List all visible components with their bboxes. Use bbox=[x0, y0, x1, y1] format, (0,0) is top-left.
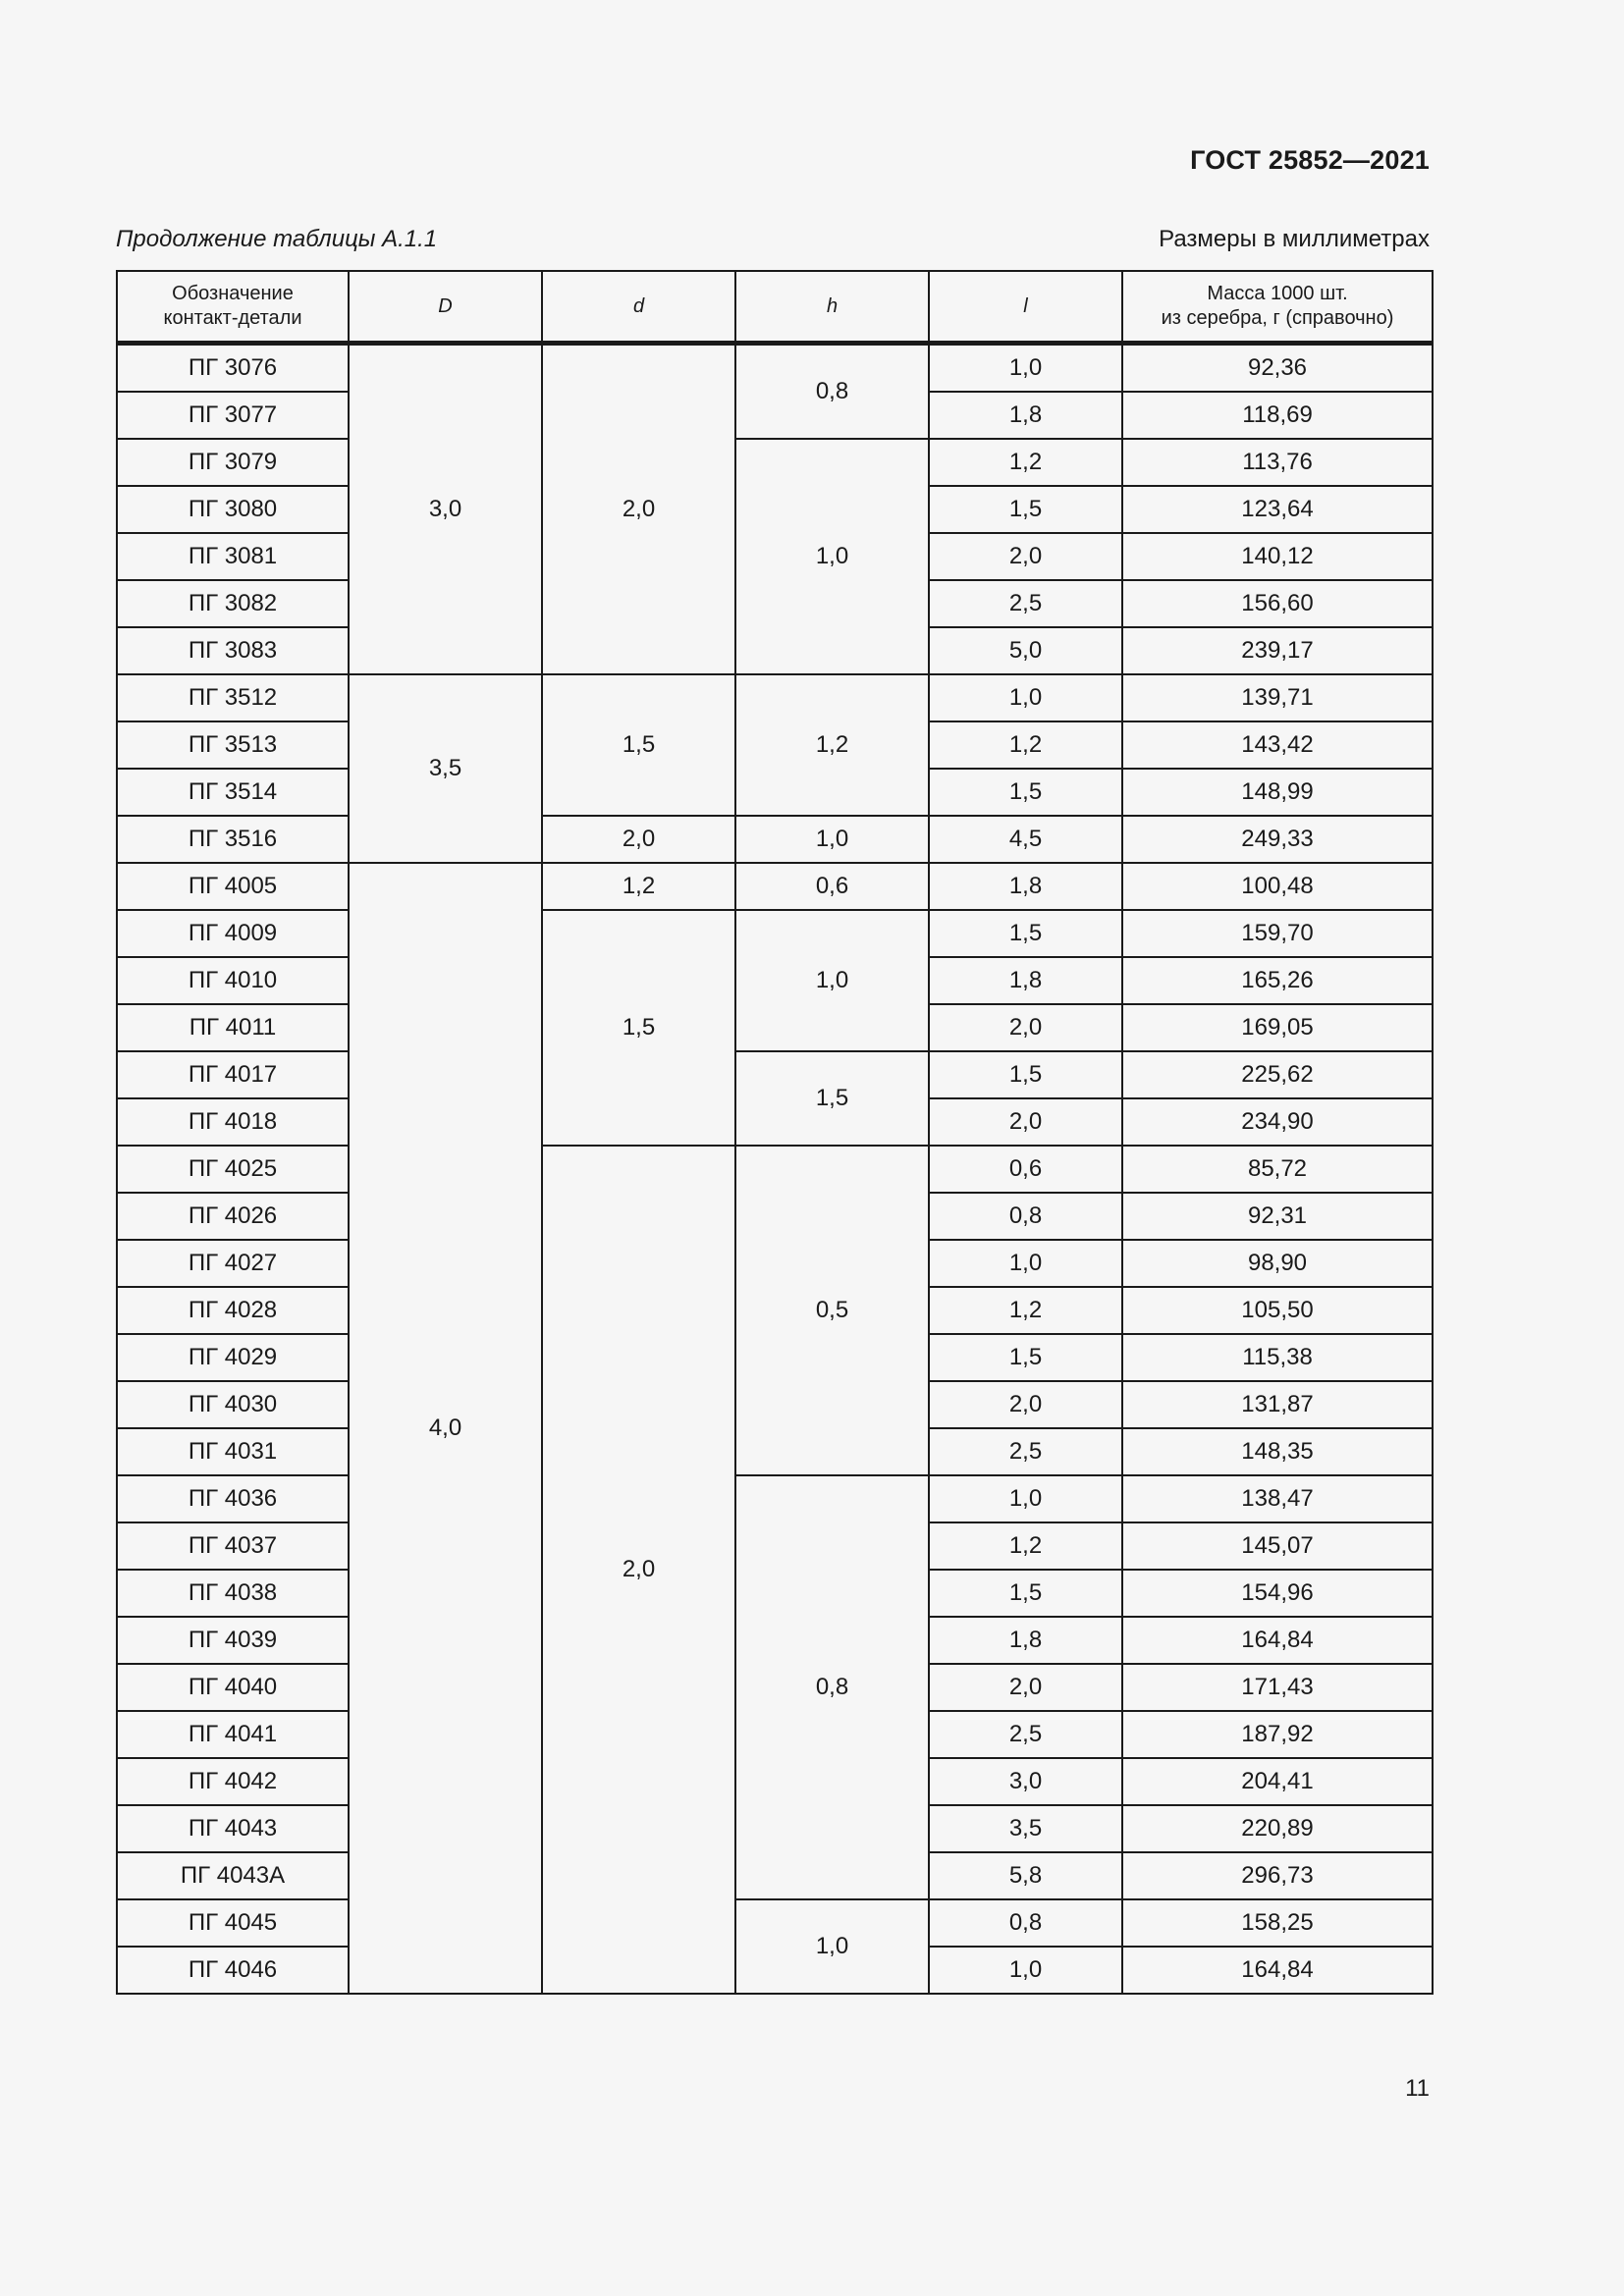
mass-cell: 169,05 bbox=[1122, 1004, 1433, 1051]
l-cell: 1,8 bbox=[929, 392, 1122, 439]
designation-cell: ПГ 4027 bbox=[117, 1240, 349, 1287]
designation-header-line2: контакт-детали bbox=[163, 307, 302, 329]
d-header: d bbox=[542, 271, 735, 344]
l-cell: 3,0 bbox=[929, 1758, 1122, 1805]
l-cell: 5,8 bbox=[929, 1852, 1122, 1899]
l-cell: 1,2 bbox=[929, 1287, 1122, 1334]
designation-cell: ПГ 4017 bbox=[117, 1051, 349, 1098]
designation-cell: ПГ 4041 bbox=[117, 1711, 349, 1758]
mass-cell: 148,99 bbox=[1122, 769, 1433, 816]
mass-header-line2: из серебра, г (справочно) bbox=[1161, 307, 1394, 329]
designation-header-line1: Обозначение bbox=[172, 283, 294, 304]
mass-cell: 131,87 bbox=[1122, 1381, 1433, 1428]
designation-cell: ПГ 4011 bbox=[117, 1004, 349, 1051]
l-cell: 1,5 bbox=[929, 1334, 1122, 1381]
designation-cell: ПГ 4037 bbox=[117, 1522, 349, 1570]
table-row bbox=[117, 1051, 1433, 1098]
mass-cell: 140,12 bbox=[1122, 533, 1433, 580]
designation-cell: ПГ 3512 bbox=[117, 674, 349, 721]
l-cell: 1,5 bbox=[929, 769, 1122, 816]
h-cell: 0,6 bbox=[735, 863, 929, 910]
mass-cell: 164,84 bbox=[1122, 1617, 1433, 1664]
l-cell: 1,8 bbox=[929, 957, 1122, 1004]
h-cell: 0,8 bbox=[735, 1475, 929, 1899]
h-cell: 1,2 bbox=[735, 674, 929, 816]
l-cell: 1,0 bbox=[929, 344, 1122, 393]
h-header: h bbox=[735, 271, 929, 344]
l-cell: 1,5 bbox=[929, 910, 1122, 957]
l-cell: 1,0 bbox=[929, 1240, 1122, 1287]
designation-cell: ПГ 3076 bbox=[117, 344, 349, 393]
d-cell: 2,0 bbox=[542, 344, 735, 675]
units-caption: Размеры в миллиметрах bbox=[1159, 226, 1430, 252]
l-cell: 5,0 bbox=[929, 627, 1122, 674]
designation-cell: ПГ 4046 bbox=[117, 1947, 349, 1994]
mass-cell: 239,17 bbox=[1122, 627, 1433, 674]
l-cell: 1,5 bbox=[929, 1051, 1122, 1098]
l-cell: 1,2 bbox=[929, 439, 1122, 486]
designation-cell: ПГ 3514 bbox=[117, 769, 349, 816]
d-cell: 2,0 bbox=[542, 1146, 735, 1994]
designation-cell: ПГ 4043 bbox=[117, 1805, 349, 1852]
designation-cell: ПГ 3077 bbox=[117, 392, 349, 439]
designation-cell: ПГ 3516 bbox=[117, 816, 349, 863]
h-cell: 1,0 bbox=[735, 816, 929, 863]
table-row bbox=[117, 863, 1433, 910]
table-row bbox=[117, 674, 1433, 721]
mass-cell: 139,71 bbox=[1122, 674, 1433, 721]
mass-cell: 204,41 bbox=[1122, 1758, 1433, 1805]
contact-parts-table bbox=[116, 270, 1434, 1995]
h-cell: 1,0 bbox=[735, 910, 929, 1051]
designation-cell: ПГ 4026 bbox=[117, 1193, 349, 1240]
designation-cell: ПГ 4039 bbox=[117, 1617, 349, 1664]
mass-cell: 171,43 bbox=[1122, 1664, 1433, 1711]
designation-cell: ПГ 3082 bbox=[117, 580, 349, 627]
mass-header bbox=[1122, 271, 1433, 344]
l-cell: 2,0 bbox=[929, 1381, 1122, 1428]
table-row bbox=[117, 816, 1433, 863]
designation-cell: ПГ 3080 bbox=[117, 486, 349, 533]
designation-cell: ПГ 4025 bbox=[117, 1146, 349, 1193]
mass-cell: 234,90 bbox=[1122, 1098, 1433, 1146]
mass-cell: 154,96 bbox=[1122, 1570, 1433, 1617]
d-cell: 2,0 bbox=[542, 816, 735, 863]
D-cell: 4,0 bbox=[349, 863, 542, 1994]
mass-cell: 249,33 bbox=[1122, 816, 1433, 863]
mass-cell: 158,25 bbox=[1122, 1899, 1433, 1947]
mass-cell: 85,72 bbox=[1122, 1146, 1433, 1193]
l-cell: 1,8 bbox=[929, 1617, 1122, 1664]
designation-cell: ПГ 4029 bbox=[117, 1334, 349, 1381]
l-cell: 2,5 bbox=[929, 580, 1122, 627]
designation-cell: ПГ 3083 bbox=[117, 627, 349, 674]
D-cell: 3,5 bbox=[349, 674, 542, 863]
mass-cell: 92,36 bbox=[1122, 344, 1433, 393]
designation-cell: ПГ 3079 bbox=[117, 439, 349, 486]
l-cell: 1,5 bbox=[929, 486, 1122, 533]
designation-cell: ПГ 4030 bbox=[117, 1381, 349, 1428]
h-cell: 1,0 bbox=[735, 439, 929, 674]
designation-cell: ПГ 4009 bbox=[117, 910, 349, 957]
designation-cell: ПГ 3081 bbox=[117, 533, 349, 580]
page-number: 11 bbox=[1405, 2075, 1430, 2102]
mass-cell: 115,38 bbox=[1122, 1334, 1433, 1381]
l-cell: 1,2 bbox=[929, 1522, 1122, 1570]
designation-cell: ПГ 4031 bbox=[117, 1428, 349, 1475]
d-cell: 1,5 bbox=[542, 674, 735, 816]
h-cell: 0,8 bbox=[735, 344, 929, 440]
h-cell: 0,5 bbox=[735, 1146, 929, 1475]
mass-cell: 164,84 bbox=[1122, 1947, 1433, 1994]
designation-cell: ПГ 4005 bbox=[117, 863, 349, 910]
mass-cell: 225,62 bbox=[1122, 1051, 1433, 1098]
l-cell: 1,0 bbox=[929, 1947, 1122, 1994]
l-cell: 0,8 bbox=[929, 1899, 1122, 1947]
mass-cell: 105,50 bbox=[1122, 1287, 1433, 1334]
table-row bbox=[117, 910, 1433, 957]
l-cell: 0,8 bbox=[929, 1193, 1122, 1240]
designation-cell: ПГ 4042 bbox=[117, 1758, 349, 1805]
mass-cell: 165,26 bbox=[1122, 957, 1433, 1004]
mass-cell: 143,42 bbox=[1122, 721, 1433, 769]
l-cell: 0,6 bbox=[929, 1146, 1122, 1193]
mass-cell: 138,47 bbox=[1122, 1475, 1433, 1522]
l-cell: 2,5 bbox=[929, 1428, 1122, 1475]
d-cell: 1,2 bbox=[542, 863, 735, 910]
mass-cell: 296,73 bbox=[1122, 1852, 1433, 1899]
designation-cell: ПГ 4036 bbox=[117, 1475, 349, 1522]
mass-cell: 145,07 bbox=[1122, 1522, 1433, 1570]
designation-cell: ПГ 4038 bbox=[117, 1570, 349, 1617]
l-cell: 4,5 bbox=[929, 816, 1122, 863]
h-cell: 1,0 bbox=[735, 1899, 929, 1994]
mass-cell: 187,92 bbox=[1122, 1711, 1433, 1758]
l-cell: 2,5 bbox=[929, 1711, 1122, 1758]
mass-header-line1: Масса 1000 шт. bbox=[1207, 283, 1348, 304]
designation-header bbox=[117, 271, 349, 344]
mass-cell: 156,60 bbox=[1122, 580, 1433, 627]
table-row bbox=[117, 1146, 1433, 1193]
D-cell: 3,0 bbox=[349, 344, 542, 675]
designation-cell: ПГ 4018 bbox=[117, 1098, 349, 1146]
designation-cell: ПГ 4040 bbox=[117, 1664, 349, 1711]
mass-cell: 159,70 bbox=[1122, 910, 1433, 957]
l-header: l bbox=[929, 271, 1122, 344]
designation-cell: ПГ 4043А bbox=[117, 1852, 349, 1899]
designation-cell: ПГ 4028 bbox=[117, 1287, 349, 1334]
mass-cell: 113,76 bbox=[1122, 439, 1433, 486]
mass-cell: 118,69 bbox=[1122, 392, 1433, 439]
l-cell: 1,5 bbox=[929, 1570, 1122, 1617]
mass-cell: 220,89 bbox=[1122, 1805, 1433, 1852]
l-cell: 1,2 bbox=[929, 721, 1122, 769]
table-header-row bbox=[117, 271, 1433, 344]
l-cell: 2,0 bbox=[929, 533, 1122, 580]
standard-designation: ГОСТ 25852—2021 bbox=[1190, 145, 1430, 175]
mass-cell: 98,90 bbox=[1122, 1240, 1433, 1287]
l-cell: 3,5 bbox=[929, 1805, 1122, 1852]
table-row bbox=[117, 1475, 1433, 1522]
mass-cell: 123,64 bbox=[1122, 486, 1433, 533]
l-cell: 1,8 bbox=[929, 863, 1122, 910]
l-cell: 1,0 bbox=[929, 1475, 1122, 1522]
mass-cell: 100,48 bbox=[1122, 863, 1433, 910]
mass-cell: 148,35 bbox=[1122, 1428, 1433, 1475]
designation-cell: ПГ 3513 bbox=[117, 721, 349, 769]
D-header: D bbox=[349, 271, 542, 344]
mass-cell: 92,31 bbox=[1122, 1193, 1433, 1240]
table-row bbox=[117, 1899, 1433, 1947]
designation-cell: ПГ 4045 bbox=[117, 1899, 349, 1947]
h-cell: 1,5 bbox=[735, 1051, 929, 1146]
table-row bbox=[117, 439, 1433, 486]
l-cell: 1,0 bbox=[929, 674, 1122, 721]
l-cell: 2,0 bbox=[929, 1664, 1122, 1711]
l-cell: 2,0 bbox=[929, 1004, 1122, 1051]
l-cell: 2,0 bbox=[929, 1098, 1122, 1146]
designation-cell: ПГ 4010 bbox=[117, 957, 349, 1004]
table-continuation-caption: Продолжение таблицы А.1.1 bbox=[116, 226, 438, 252]
d-cell: 1,5 bbox=[542, 910, 735, 1146]
table-row bbox=[117, 344, 1433, 393]
